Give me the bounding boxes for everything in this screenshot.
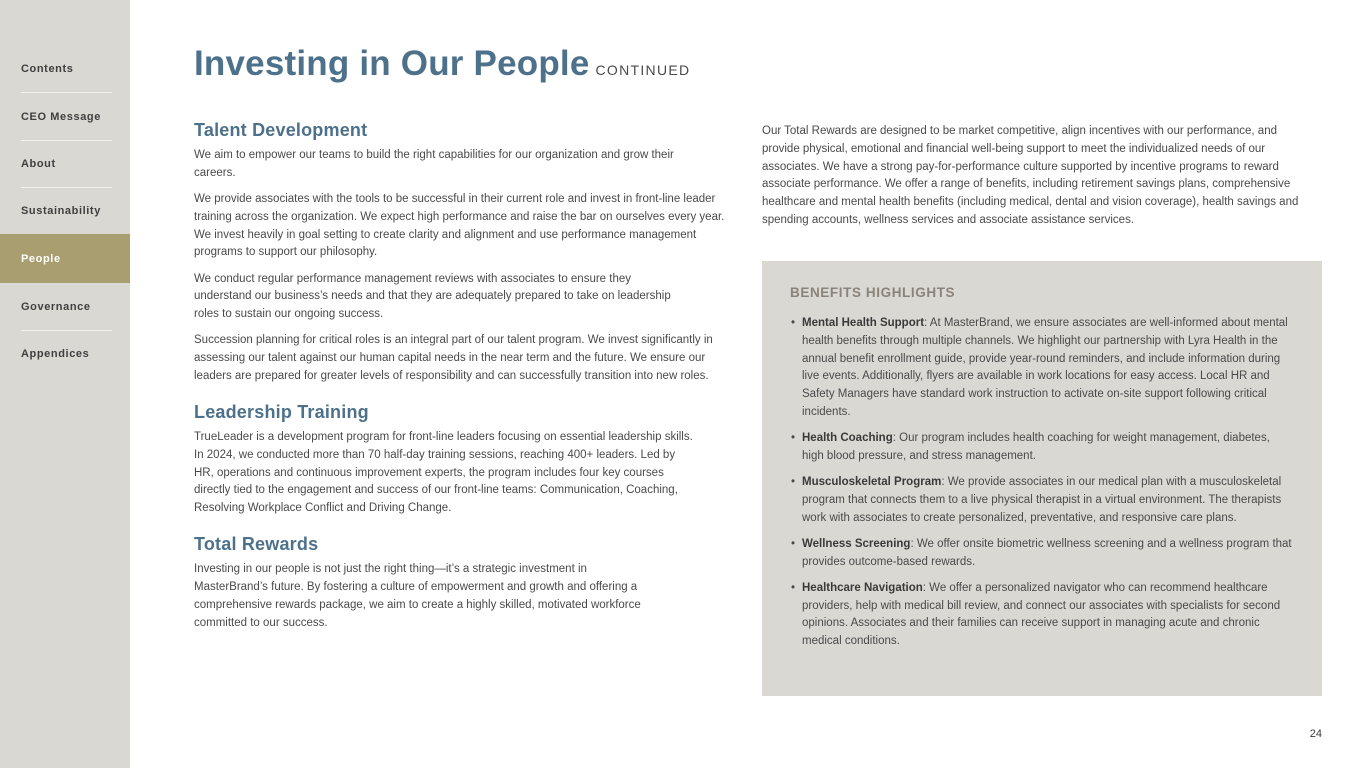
sidebar-item-sustainability[interactable]: Sustainability (21, 204, 101, 217)
sidebar-item-ceo-message[interactable]: CEO Message (21, 110, 101, 123)
sidebar-item-appendices[interactable]: Appendices (21, 347, 90, 360)
leadership-paragraph: TrueLeader is a development program for front-line leaders focusing on essential leadership skills. In 2024, we conducted more than 70 half-day training sessions, reaching 400+ leaders. Led by HR, operations and continuous improvement experts, the program includes four key courses directly tied to the engagement and success of our front-line teams: Communication, Coaching, Resolving Workplace Conflict and Driving Change. (194, 431, 693, 514)
benefit-item (790, 536, 1292, 572)
bullet-icon: • (791, 581, 796, 594)
benefit-item (790, 580, 1292, 651)
benefit-text: : We offer onsite biometric wellness screening and a wellness program that provides outcome-based rewards. (802, 537, 1292, 568)
talent-paragraph-3: We conduct regular performance management reviews with associates to ensure they understand our business’s needs and that they are adequately prepared to take on leadership roles to sustain our ongoing success. (194, 272, 671, 320)
benefit-label: Wellness Screening (802, 537, 911, 550)
sidebar-item-contents[interactable]: Contents (21, 62, 74, 75)
benefit-text: : At MasterBrand, we ensure associates are well-informed about mental health benefits through multiple channels. We highlight our partnership with Lyra Health in the annual benefit enrollment guide, provide year-round reminders, and include information during live events. Additionally, flyers are available in work locations for easy access. Local HR and Safety Managers have standard work instruction to activate on-site support following critical incidents. (802, 317, 1288, 418)
page-number: 24 (1309, 728, 1322, 740)
benefit-text: : We offer a personalized navigator who can recommend healthcare providers, help with medical bill review, and connect our associates with specialists for second opinions. Associates and their families can receive support in managing acute and chronic medical conditions. (802, 581, 1281, 647)
benefit-text: : Our program includes health coaching for weight management, diabetes, high blood pressure, and stress management. (802, 432, 1270, 462)
talent-paragraph-1: We aim to empower our teams to build the right capabilities for our organization and grow their careers. (194, 149, 674, 179)
benefits-highlights-title: BENEFITS HIGHLIGHTS (790, 285, 956, 300)
total-rewards-intro: Our Total Rewards are designed to be market competitive, align incentives with our performance, and provide physical, emotional and financial well-being support to meet the individualized needs of our associates. We have a strong pay-for-performance culture supported by incentive programs to reward associate performance. We offer a range of benefits, including retirement savings plans, comprehensive healthcare and mental health benefits (including medical, dental and vision coverage), health savings and spending accounts, wellness services and associate assistance services. (762, 125, 1299, 226)
talent-paragraph-4: Succession planning for critical roles is an integral part of our talent program. We invest significantly in assessing our talent against our human capital needs in the near term and the future. We ensure our leaders are prepared for greater levels of responsibility and can successfully transition into new roles. (194, 334, 713, 382)
benefit-text: : We provide associates in our medical plan with a musculoskeletal program that connects them to a live physical therapist in a virtual environment. The therapists work with associates to create personalized, preventative, and responsive care plans. (802, 476, 1282, 524)
page-title (194, 44, 690, 84)
benefits-highlights-box (762, 261, 1322, 696)
benefit-label: Healthcare Navigation (802, 581, 923, 594)
benefit-item (790, 474, 1292, 527)
leadership-training-heading: Leadership Training (194, 402, 369, 422)
sidebar-item-about[interactable]: About (21, 157, 56, 170)
sidebar-item-governance[interactable]: Governance (21, 300, 91, 313)
total-rewards-heading: Total Rewards (194, 534, 319, 555)
sidebar-item-people[interactable]: People (0, 234, 130, 283)
benefit-label: Mental Health Support (802, 317, 925, 329)
benefit-label: Musculoskeletal Program (802, 476, 942, 488)
talent-development-heading: Talent Development (194, 120, 368, 140)
page-title-continued: CONTINUED (595, 62, 691, 78)
page-title-main: Investing in Our People (194, 44, 590, 83)
talent-paragraph-2: We provide associates with the tools to be successful in their current role and invest in front-line leader training across the organization. We expect high performance and raise the bar on ourselves every year. We invest heavily in goal setting to create clarity and alignment and use performance management programs to support our philosophy. (194, 193, 725, 259)
sidebar-nav (0, 0, 130, 768)
bullet-icon: • (791, 537, 796, 550)
bullet-icon: • (791, 317, 796, 329)
benefit-item (790, 315, 1292, 422)
left-column (194, 120, 742, 641)
bullet-icon: • (791, 476, 796, 488)
bullet-icon: • (791, 432, 796, 444)
total-rewards-paragraph: Investing in our people is not just the right thing—it’s a strategic investment in MasterBrand’s future. By fostering a culture of empowerment and growth and offering a comprehensive rewards package, we aim to create a highly skilled, motivated workforce committed to our success. (194, 563, 641, 629)
benefit-label: Health Coaching (802, 432, 893, 444)
benefit-item (790, 430, 1292, 466)
